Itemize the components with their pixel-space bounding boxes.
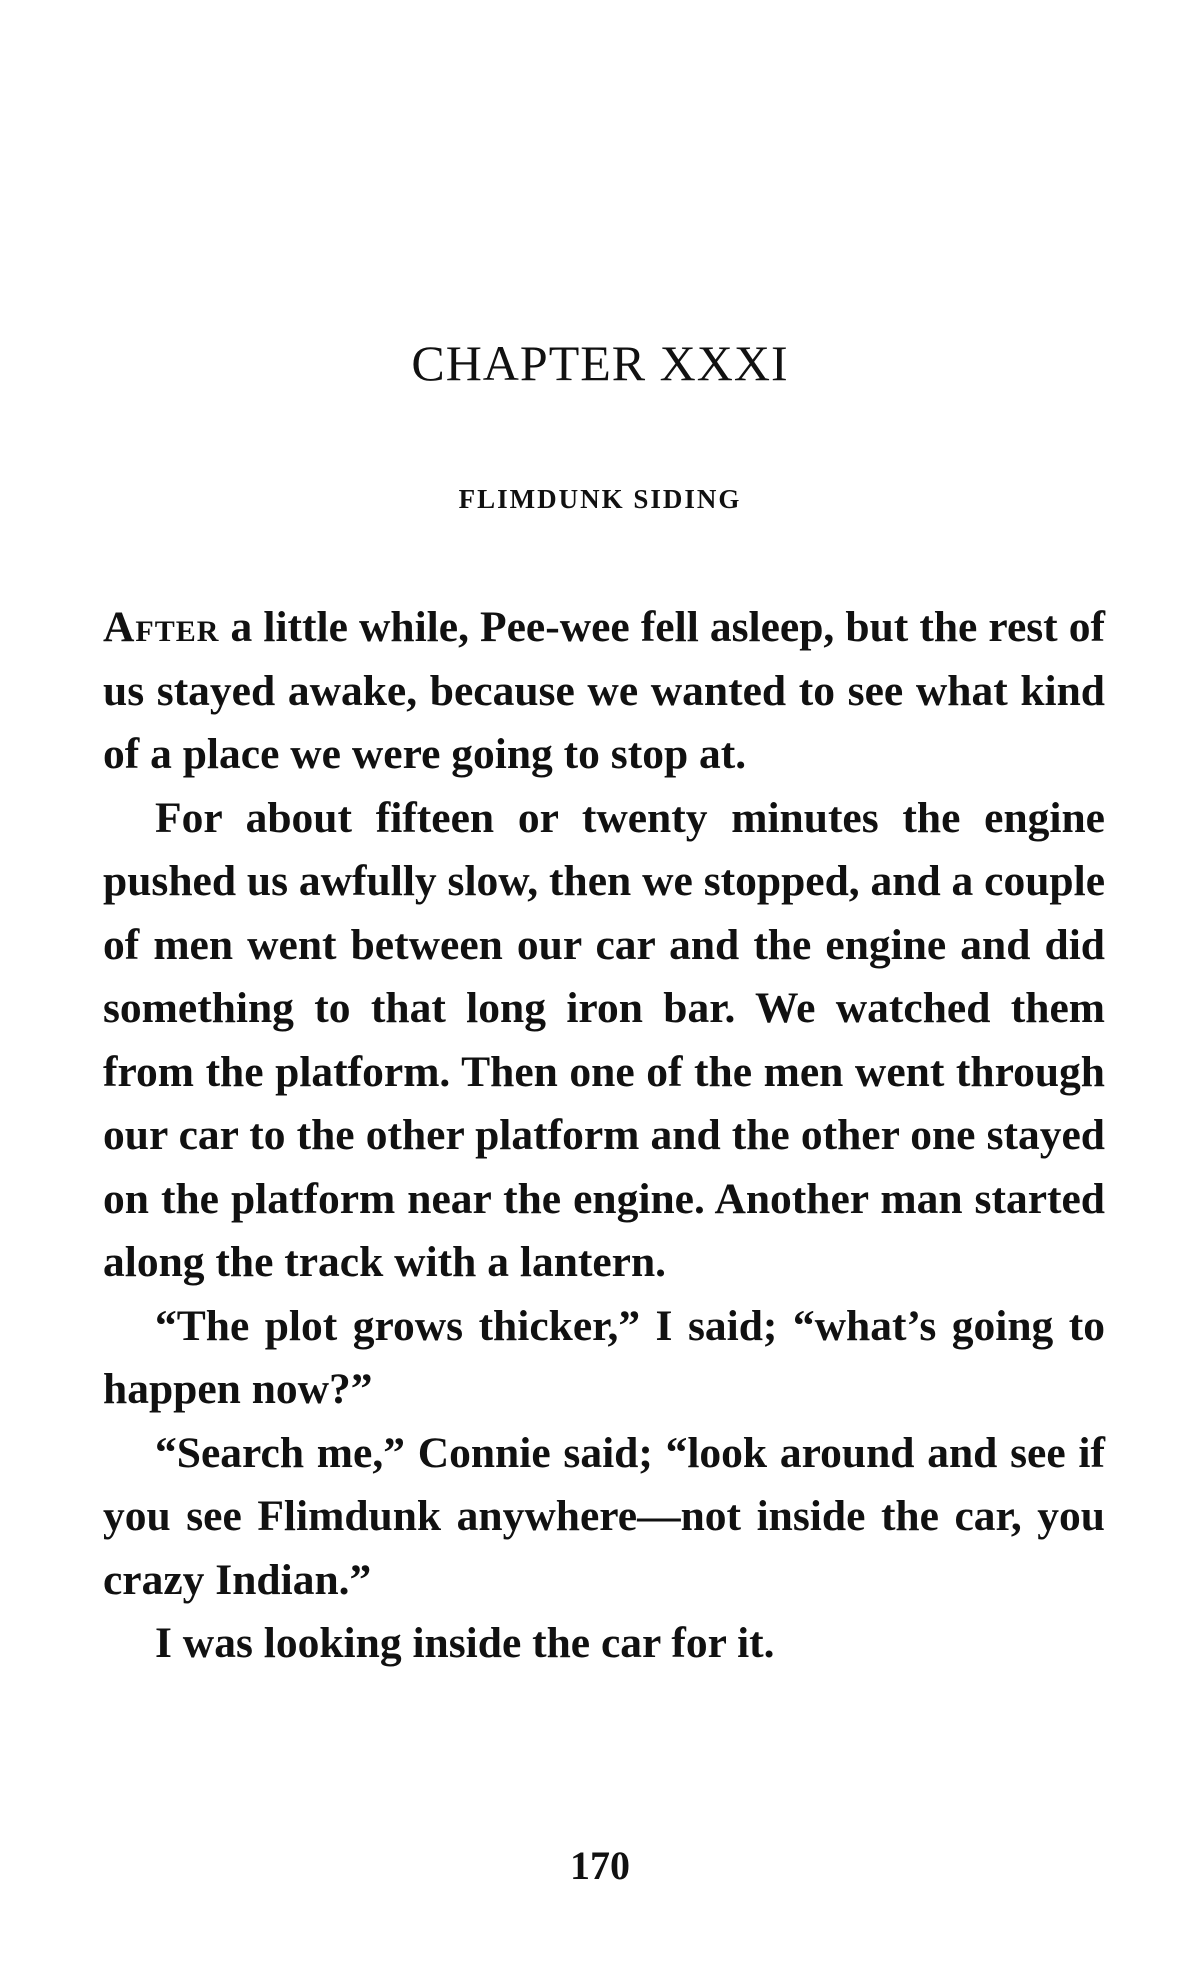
chapter-body xyxy=(103,596,1105,1676)
page-number: 170 xyxy=(570,1843,630,1888)
paragraph-lead-word: After xyxy=(103,603,220,651)
paragraph-4: “Search me,” Connie said; “look around and see if you see Flimdunk anywhere—not inside the car, you crazy Indian.” xyxy=(103,1428,1105,1604)
paragraph-5: I was looking inside the car for it. xyxy=(155,1619,775,1667)
paragraph-3: “The plot grows thicker,” I said; “what’s going to happen now?” xyxy=(103,1301,1105,1413)
paragraph-2: For about fifteen or twenty minutes the engine pushed us awfully slow, then we stopped, and a couple of men went between our car and the engine and did something to that long iron bar. We watched them from the platform. Then one of the men went through our car to the other platform and the other one stayed on the platform near the engine. Another man started along the track with a lantern. xyxy=(103,793,1105,1286)
chapter-heading: CHAPTER XXXI xyxy=(411,335,789,391)
chapter-title: FLIMDUNK SIDING xyxy=(458,484,742,514)
paragraph-text: a little while, Pee-wee fell asleep, but the rest of us stayed awake, because we wanted to see what kind of a place we were going to stop at. xyxy=(103,603,1105,778)
paragraph-1 xyxy=(103,596,1105,787)
